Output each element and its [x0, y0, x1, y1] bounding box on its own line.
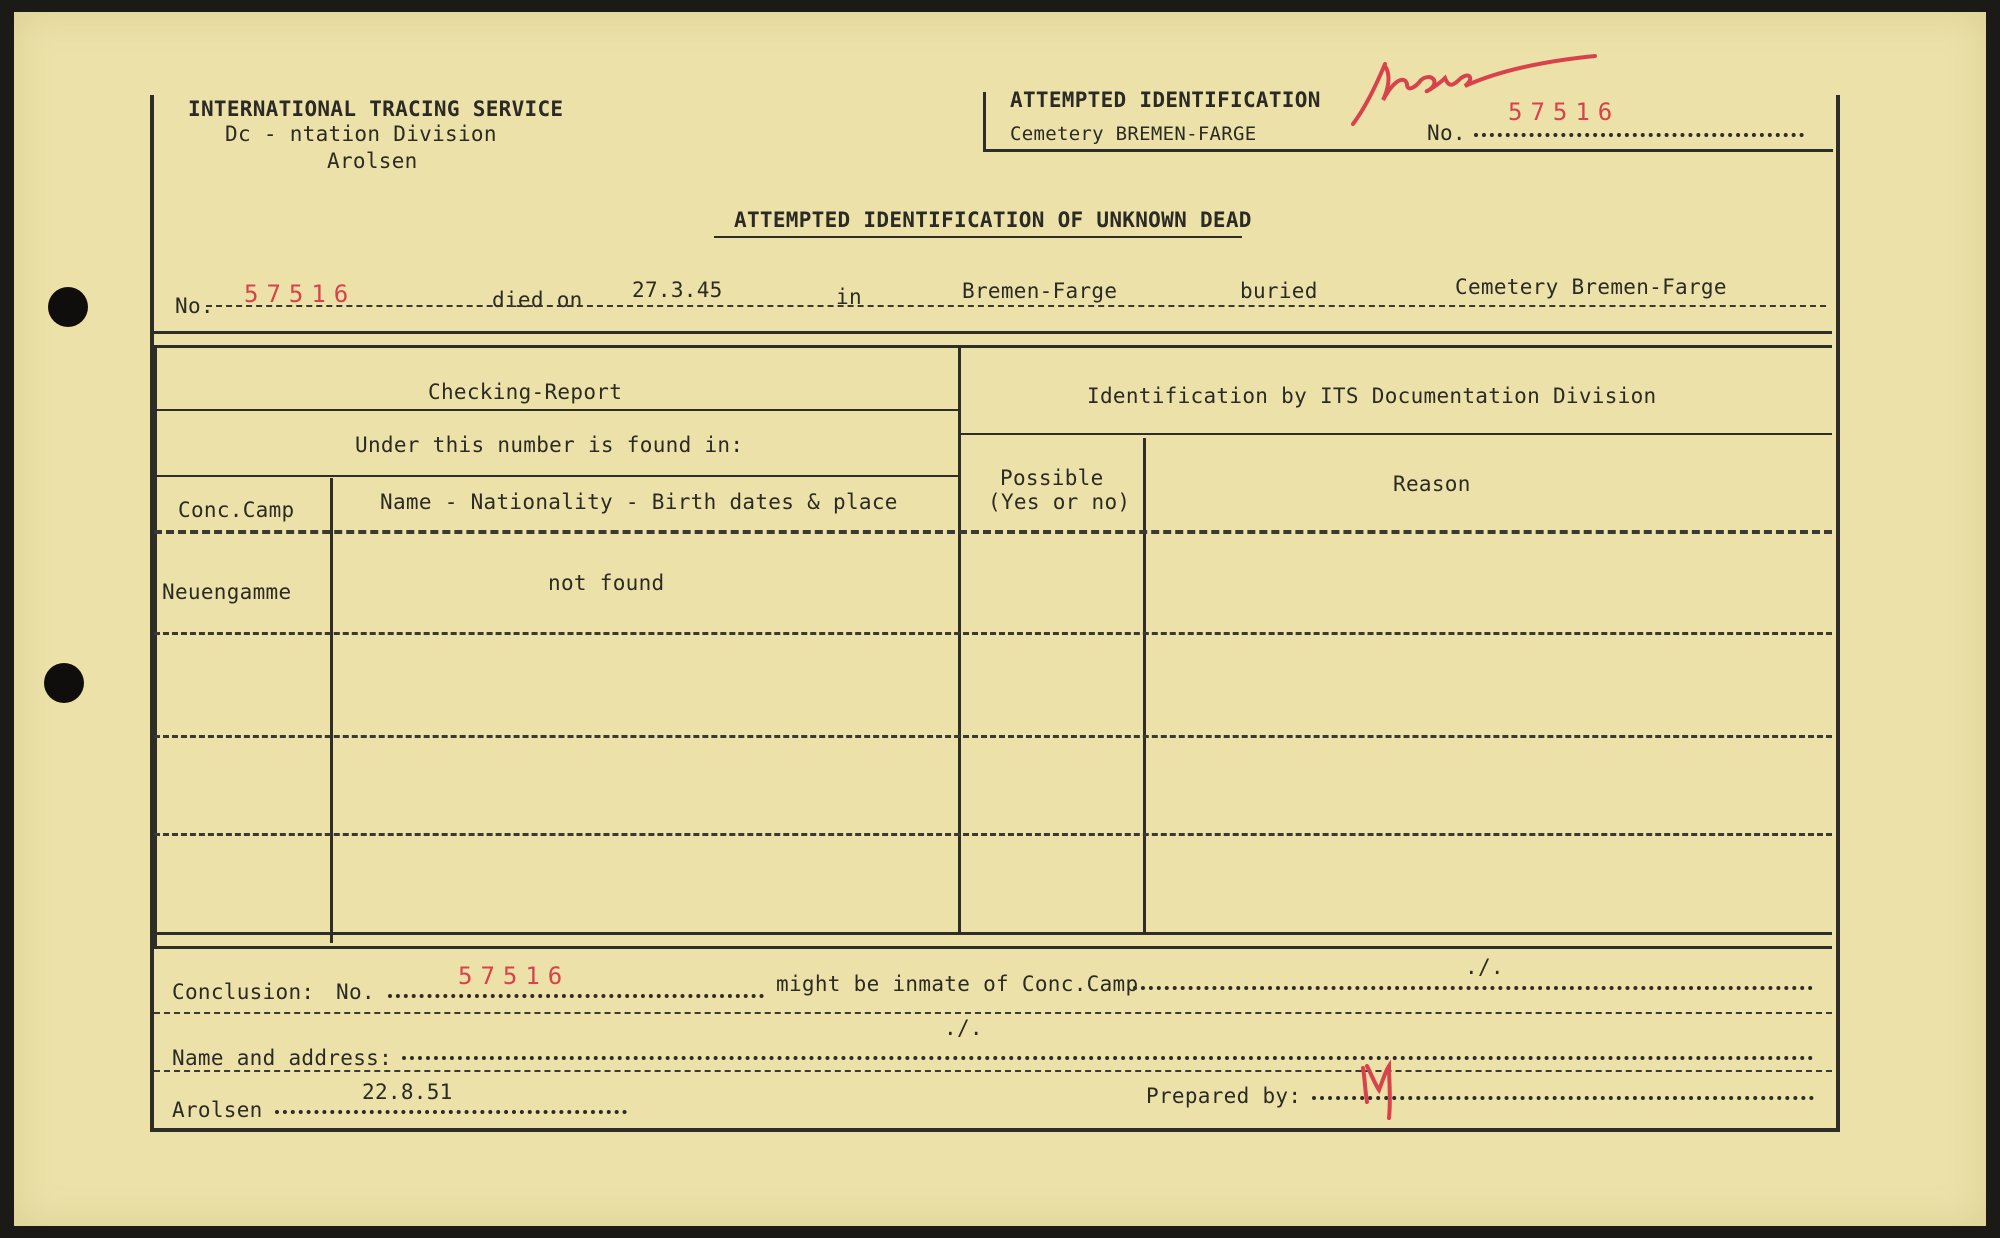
- header-box-bottom-border: [983, 149, 1833, 152]
- place-label: Arolsen: [172, 1098, 263, 1122]
- row-1-camp: Neuengamme: [162, 580, 292, 604]
- conclusion-no-label: No.: [336, 980, 375, 1004]
- conclusion-no-value: 57516: [458, 962, 571, 990]
- row-rule-2: [154, 735, 1832, 738]
- handwritten-note: [1345, 48, 1605, 138]
- checking-report-title: Checking-Report: [428, 380, 623, 404]
- checking-report-rule: [154, 409, 958, 411]
- conclusion-inmate-dots: [1133, 986, 1813, 990]
- record-in-label: in: [836, 285, 862, 309]
- identification-title: Identification by ITS Documentation Division: [1087, 384, 1657, 408]
- column-header-bottom-rule: [154, 530, 1832, 534]
- form-title-underline: [714, 236, 1242, 238]
- name-address-rule: [154, 1070, 1832, 1072]
- col-possible-header-1: Possible: [1000, 466, 1104, 490]
- checking-report-subtitle: Under this number is found in:: [355, 433, 744, 457]
- name-address-value: ./.: [944, 1016, 983, 1040]
- record-no-label: No.: [175, 294, 214, 318]
- col-possible-header-2: (Yes or no): [988, 490, 1131, 514]
- signature-initial: [1355, 1056, 1415, 1126]
- date-value: 22.8.51: [362, 1080, 453, 1104]
- row-rule-1: [154, 632, 1832, 635]
- conclusion-label: Conclusion:: [172, 980, 315, 1004]
- conclusion-inmate-label: might be inmate of Conc.Camp: [776, 972, 1139, 996]
- table-top-rule-2: [154, 345, 1832, 348]
- org-division: Dc - ntation Division: [225, 122, 497, 146]
- header-box-title: ATTEMPTED IDENTIFICATION: [1010, 88, 1321, 112]
- punch-hole-top: [48, 287, 88, 327]
- org-location: Arolsen: [327, 149, 418, 173]
- possible-column-divider: [1143, 438, 1146, 934]
- place-date-dots: [275, 1110, 627, 1114]
- record-buried-label: buried: [1240, 279, 1318, 303]
- table-left-border: [154, 346, 157, 948]
- camp-column-divider: [330, 478, 333, 943]
- name-address-label: Name and address:: [172, 1046, 393, 1070]
- identification-rule: [960, 433, 1832, 435]
- name-address-dots: [402, 1056, 1814, 1060]
- org-name: INTERNATIONAL TRACING SERVICE: [188, 97, 564, 121]
- row-1-details: not found: [548, 571, 665, 595]
- record-died-value: 27.3.45: [632, 278, 723, 302]
- record-died-label: died on: [492, 288, 583, 312]
- conclusion-rule: [154, 1012, 1832, 1014]
- col-name-header: Name - Nationality - Birth dates & place: [380, 490, 898, 514]
- column-header-rule-left: [154, 475, 958, 477]
- table-bottom-rule: [154, 932, 1832, 935]
- conclusion-inmate-value: ./.: [1465, 955, 1504, 979]
- header-box-left-border: [983, 92, 986, 152]
- record-no-value: 57516: [244, 280, 357, 308]
- col-reason-header: Reason: [1393, 472, 1471, 496]
- header-no-value: 57516: [1508, 98, 1621, 126]
- header-box-cemetery: Cemetery BREMEN-FARGE: [1010, 123, 1257, 145]
- row-rule-3: [154, 833, 1832, 836]
- conclusion-no-dots: [388, 994, 764, 998]
- col-camp-header: Conc.Camp: [178, 498, 295, 522]
- form-title: ATTEMPTED IDENTIFICATION OF UNKNOWN DEAD: [734, 208, 1252, 232]
- record-underline: [206, 305, 1826, 307]
- record-buried-value: Cemetery Bremen-Farge: [1455, 275, 1727, 299]
- table-bottom-rule-2: [154, 946, 1832, 949]
- table-top-rule: [154, 331, 1832, 334]
- prepared-label: Prepared by:: [1146, 1084, 1302, 1108]
- header-no-label: No.: [1427, 121, 1466, 145]
- punch-hole-bottom: [44, 663, 84, 703]
- record-in-value: Bremen-Farge: [962, 279, 1118, 303]
